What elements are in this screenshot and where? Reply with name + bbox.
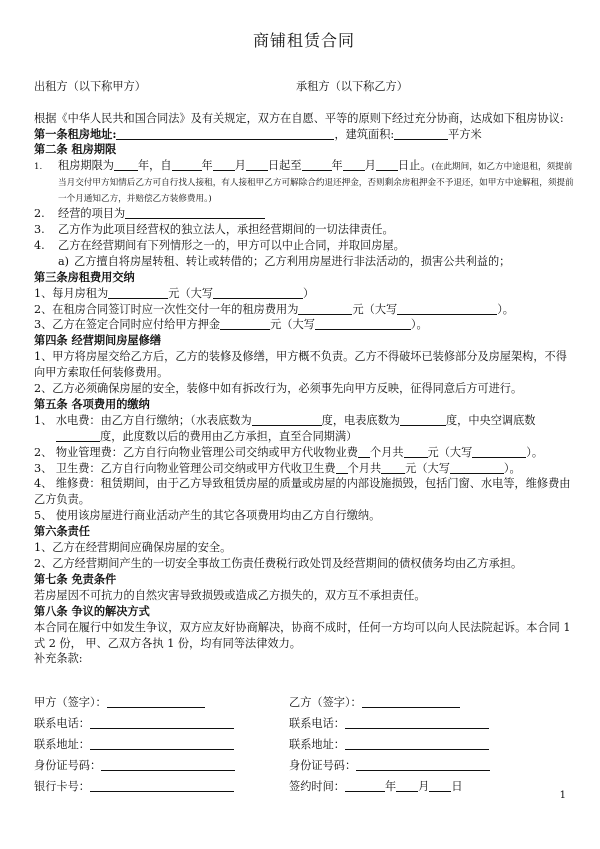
- fee-text: 元（大写: [405, 461, 450, 475]
- article-5-line-1: [34, 413, 574, 445]
- article-7-line-1: 若房屋因不可抗力的自然灾害导致损毁或造成乙方损失的，双方互不承担责任。: [34, 588, 426, 602]
- lease-term-text: 日起至: [267, 159, 302, 173]
- blank: [381, 461, 405, 474]
- business-item-blank: [125, 206, 265, 219]
- blank: [336, 461, 348, 474]
- fee-text: 元（大写: [427, 445, 473, 459]
- parties-line: [34, 79, 574, 95]
- party-b-phone-label: 联系电话：: [289, 717, 345, 731]
- fee-text: 个月共: [369, 445, 404, 459]
- fee-text: 1、 水电费：由乙方自行缴纳；（水表底数为: [34, 413, 252, 427]
- party-b-address-label: 联系地址：: [289, 738, 345, 752]
- article-7-heading: 第七条 免责条件: [34, 571, 117, 586]
- rent-text: 元（大写: [270, 318, 315, 332]
- preamble: 根据《中华人民共和国合同法》及有关规定，双方在自愿、平等的原则下经过充分协商，达成如下租房协议:: [34, 111, 564, 125]
- article-6-heading: 第六条责任: [34, 524, 90, 539]
- lease-term-text: 日止。: [397, 159, 432, 173]
- article-8-line-1: 本合同在履行中如发生争议，双方应友好协商解决，协商不成时，任何一方均可以向人民法院起诉。本合同 1 式 2 份， 甲、乙双方各执 1 份，均有同等法律效力。: [34, 620, 571, 650]
- item-text: 乙方在经营期间有下列情形之一的，甲方可以中止合同，并取回房屋。: [58, 238, 405, 252]
- fee-text: ）。: [503, 461, 521, 475]
- monthly-rent-words-blank: [213, 286, 303, 299]
- article-2-item-1: [34, 158, 574, 206]
- page-number: 1: [559, 789, 566, 801]
- annual-rent-blank: [298, 302, 352, 315]
- rent-text: ）。: [497, 302, 514, 316]
- party-a-phone-blank: [90, 716, 234, 729]
- article-3-line-3: [34, 317, 574, 333]
- party-a-id-label: 身份证号码：: [34, 759, 102, 773]
- blank: [172, 158, 202, 171]
- article-2-heading: 第二条 租房期限: [34, 142, 117, 157]
- article-1-label: 第一条租房地址:: [34, 126, 117, 141]
- article-5-heading: 第五条 各项费用的缴纳: [34, 396, 150, 411]
- lease-term-text: 年，自: [137, 159, 172, 173]
- lease-term-text: 月: [364, 159, 376, 173]
- fee-text: 2、 物业管理费：乙方自行向物业管理公司交纳或甲方代收物业费: [34, 445, 358, 459]
- rent-text: 元（大写: [168, 286, 214, 300]
- party-b-address-blank: [345, 737, 489, 750]
- fee-text: 个月共: [347, 461, 382, 475]
- article-4-line-2: 2、乙方必须确保房屋的安全，装修中如有拆改行为，必须事先向甲方反映，征得同意后方可进行。: [34, 382, 523, 396]
- article-5-line-5: 5、 使用该房屋进行商业活动产生的其它各项费用均由乙方自行缴纳。: [34, 509, 381, 523]
- item-text: 乙方作为此项目经营权的独立法人，承担经营期间的一切法律责任。: [58, 222, 394, 236]
- date-unit: 月: [418, 779, 430, 793]
- article-4-heading: 第四条 经营期间房屋修缮: [34, 333, 161, 348]
- party-b-sign-label: 乙方（签字）：: [289, 696, 362, 710]
- rent-text: 2、在租房合同签订时应一次性交付一年的租房费用为: [34, 302, 299, 316]
- sign-date-label: 签约时间：: [289, 779, 345, 793]
- blank: [404, 445, 428, 458]
- blank: [343, 158, 365, 171]
- rent-text: 1、每月房租为: [34, 286, 109, 300]
- article-1: [34, 127, 574, 143]
- bank-card-blank: [90, 779, 234, 792]
- lease-term-text: 年: [331, 159, 343, 173]
- party-a-label: 出租方（以下称甲方）: [34, 79, 146, 93]
- party-b-sign-blank: [362, 695, 460, 708]
- article-2-item-3: 3. 乙方作为此项目经营权的独立法人，承担经营期间的一切法律责任。: [34, 222, 394, 236]
- date-unit: 年: [384, 779, 397, 793]
- item-1-number: 1.: [34, 162, 43, 173]
- blank: [472, 445, 526, 458]
- sign-day-blank: [429, 779, 451, 792]
- contract-page: [34, 30, 574, 800]
- rent-text: 3、乙方在签定合同时应付给甲方押金: [34, 318, 221, 332]
- electric-meter-blank: [400, 413, 446, 426]
- article-3-line-1: [34, 286, 574, 302]
- business-item-label: 经营的项目为: [58, 207, 126, 221]
- area-label: ，建筑面积:: [334, 127, 395, 141]
- area-unit: 平方米: [448, 127, 482, 141]
- deposit-blank: [220, 317, 270, 330]
- fee-text: 度，电表底数为: [321, 413, 400, 427]
- water-meter-blank: [252, 413, 322, 426]
- lease-term-text: 月: [234, 159, 246, 173]
- address-blank: [116, 127, 334, 140]
- party-a-address-label: 联系地址：: [34, 738, 90, 752]
- party-a-sign-label: 甲方（签字）：: [34, 696, 107, 710]
- lease-term-note: (在此期间，如乙方中途退租，须提前当月交付甲方知情后乙方可自行找人接租，有人接租甲乙方可解除合约退还押金，否则剩余房租押金不予退还，如甲方中途解租，须提前一个月通知乙方，并赔偿乙方装修费用。): [58, 162, 574, 205]
- blank: [302, 158, 332, 171]
- supplement-label: 补充条款:: [34, 652, 83, 666]
- rent-text: 元（大写: [352, 302, 398, 316]
- party-a-sign-blank: [107, 695, 205, 708]
- article-3-heading: 第三条房租费用交纳: [34, 269, 135, 284]
- article-3-line-2: [34, 302, 574, 318]
- lease-term-text: 租房期限为: [58, 159, 114, 173]
- article-4-line-1: 1、甲方将房屋交给乙方后，乙方的装修及修缮，甲方概不负责。乙方不得破坏已装修部分及房屋架构，不得向甲方索取任何装修费用。: [34, 350, 567, 380]
- article-5-line-4: 4、 维修费：租赁期间，由于乙方导致租赁房屋的质量或房屋的内部设施损毁，包括门窗、水电等，维修费由乙方负责。: [34, 477, 571, 507]
- article-8-heading: 第八条 争议的解决方式: [34, 603, 150, 618]
- party-b-id-blank: [356, 758, 490, 771]
- rent-text: ）。: [410, 318, 428, 332]
- monthly-rent-blank: [108, 286, 168, 299]
- annual-rent-words-blank: [397, 302, 497, 315]
- party-b-id-label: 身份证号码：: [289, 759, 357, 773]
- party-a-id-blank: [101, 758, 235, 771]
- blank: [246, 158, 268, 171]
- lease-term-text: 年: [201, 159, 213, 173]
- lease-years-blank: [114, 158, 138, 171]
- date-unit: 日: [451, 779, 463, 793]
- article-5-line-2: [34, 445, 574, 461]
- item-text: 乙方擅自将房屋转租、转让或转借的；乙方利用房屋进行非法活动的，损害公共利益的；: [74, 254, 511, 268]
- party-b-label: 承租方（以下称乙方）: [296, 79, 408, 93]
- sign-month-blank: [396, 779, 418, 792]
- blank: [450, 461, 504, 474]
- deposit-words-blank: [315, 317, 411, 330]
- rent-text: ）: [303, 286, 315, 300]
- fee-text: 度，此度数以后的费用由乙方承担，直至合同期满）: [100, 429, 358, 443]
- bank-card-label: 银行卡号：: [34, 779, 90, 793]
- article-6-line-2: 2、乙方经营期间产生的一切安全事故工伤责任费税行政处罚及经营期间的债权债务均由乙方承担。: [34, 557, 523, 570]
- article-6-line-1: 1、乙方在经营期间应确保房屋的安全。: [34, 541, 232, 555]
- article-5-line-3: [34, 461, 574, 477]
- fee-text: 度，中央空调底数: [445, 413, 536, 427]
- fee-text: 3、 卫生费：乙方自行向物业管理公司交纳或甲方代收卫生费: [34, 461, 336, 475]
- article-2-item-4a: a) 乙方擅自将房屋转租、转让或转借的；乙方利用房屋进行非法活动的，损害公共利益的；: [58, 254, 511, 268]
- blank: [358, 445, 370, 458]
- signature-block: [34, 695, 574, 795]
- party-a-phone-label: 联系电话：: [34, 717, 90, 731]
- fee-text: ）。: [526, 445, 544, 459]
- party-b-phone-blank: [345, 716, 489, 729]
- contract-title: 商铺租赁合同: [252, 31, 355, 50]
- article-2-item-4: 4. 乙方在经营期间有下列情形之一的，甲方可以中止合同，并取回房屋。: [34, 238, 405, 252]
- party-a-address-blank: [90, 737, 234, 750]
- ac-meter-blank: [56, 429, 100, 442]
- article-2-item-2: 2. 经营的项目为: [34, 206, 574, 222]
- area-blank: [394, 127, 448, 140]
- blank: [376, 158, 398, 171]
- blank: [213, 158, 235, 171]
- sign-year-blank: [345, 779, 385, 792]
